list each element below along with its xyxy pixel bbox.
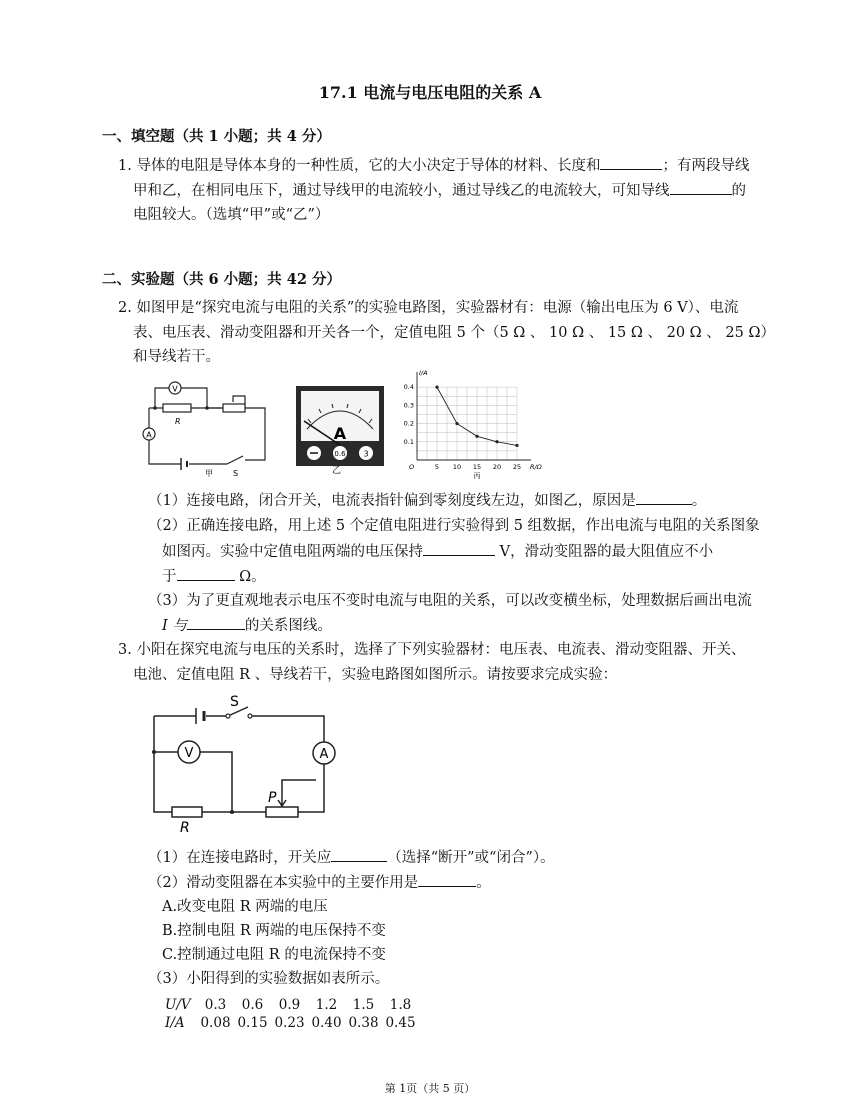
q1-line3: 电阻较大。（选填“甲”或“乙”） [133,207,330,223]
q3-line2: 电池、定值电阻 R 、导线若干，实验电路图如图所示。请按要求完成实验： [133,667,618,683]
table-cell: 0.45 [385,1015,416,1031]
q2-blank-3[interactable] [177,566,235,581]
q3-resistor-r [172,807,202,817]
q3-slider-label: P [268,790,277,806]
q3-ammeter-label: A [319,747,329,762]
origin-label: O [409,463,415,471]
q3-line1: 3. 小阳在探究电流与电压的关系时，选择了下列实验器材：电压表、电流表、滑动变阻器、开关、 [118,642,746,658]
chart-axes [417,372,531,460]
rheostat-symbol [223,404,245,412]
q3-option-b[interactable]: B.控制电阻 R 两端的电压保持不变 [162,923,386,939]
q3-data-table [165,996,419,1032]
current-resistance-graph [395,366,545,484]
q2-sub2-line3: 于 Ω。 [162,566,266,587]
y-tick-label: 0.3 [403,401,414,410]
ammeter-dial-yi [295,385,385,467]
x-tick-label: 5 [434,463,440,471]
q3-switch-label: S [230,694,239,710]
y-axis-label: I/A [419,369,428,377]
section-heading-fill-blank: 一、填空题（共 1 小题；共 4 分） [102,128,331,145]
svg-text:3: 3 [363,449,369,459]
data-point [455,422,458,425]
table-cell: 1.8 [389,997,412,1013]
data-point [435,386,438,389]
table-cell: 0.15 [237,1015,268,1031]
q3-rheostat [266,807,298,817]
y-tick-label: 0.4 [403,383,414,392]
table-row-header: I/A [165,1015,185,1031]
ammeter-label: A [146,430,152,440]
q2-line2: 表、电压表、滑动变阻器和开关各一个，定值电阻 5 个（5 Ω 、 10 Ω 、 15 Ω 、 20 Ω 、 25 Ω） [133,325,775,341]
q3-slider-arrow [278,790,286,806]
figure-label-bing: 丙 [473,472,481,480]
q1-blank-2[interactable] [670,180,732,195]
resistor-label: R [175,417,181,426]
q2-sub2-line1: （2）正确连接电路，用上述 5 个定值电阻进行实验得到 5 组数据，作出电流与电阻的关系图象 [148,518,760,534]
q3-sub3: （3）小阳得到的实验数据如表所示。 [148,971,390,987]
q3-voltmeter-label: V [184,746,194,761]
table-cell: 0.23 [274,1015,305,1031]
y-tick-label: 0.1 [403,437,414,446]
y-tick-label: 0.2 [403,419,414,428]
resistor-r-symbol [163,404,191,412]
table-row-header: U/V [165,997,191,1013]
circuit-diagram-jia [135,374,275,478]
q3-blank-1[interactable] [331,847,387,862]
chart-tick-labels [404,369,542,480]
q1-blank-1[interactable] [600,155,662,170]
x-axis-label: R/Ω [530,463,542,471]
x-tick-label: 25 [512,463,522,471]
q3-sub1: （1）在连接电路时，开关应 （选择“断开”或“闭合”）。 [148,847,555,868]
x-tick-label: 15 [472,463,482,471]
table-cell: 0.9 [278,997,301,1013]
q2-line1: 2. 如图甲是“探究电流与电阻的关系”的实验电路图，实验器材有：电源（输出电压为 6 V）、电流 [118,300,739,316]
table-cell: 0.6 [241,997,264,1013]
q3-option-c[interactable]: C.控制通过电阻 R 的电流保持不变 [162,947,386,963]
table-cell: 0.3 [204,997,227,1013]
page-title: 17.1 电流与电压电阻的关系 A [318,83,542,102]
table-cell: 0.40 [311,1015,342,1031]
q2-sub3-line1: （3）为了更直观地表示电压不变时电流与电阻的关系，可以改变横坐标，处理数据后画出电流 [148,593,752,609]
q2-line3: 和导线若干。 [133,349,220,365]
page-footer: 第 1页（共 5 页） [384,1082,476,1095]
table-cell: 0.38 [348,1015,379,1031]
q3-sub2: （2）滑动变阻器在本实验中的主要作用是 。 [148,872,491,893]
q3-option-a[interactable]: A.改变电阻 R 两端的电压 [162,899,328,915]
circuit-diagram-q3 [148,690,348,838]
table-cell: 1.2 [315,997,338,1013]
data-point [495,440,498,443]
section-heading-experiment: 二、实验题（共 6 小题；共 42 分） [102,271,341,288]
q3-blank-2[interactable] [418,872,476,887]
switch-label: S [233,469,239,478]
svg-text:0.6: 0.6 [334,450,346,458]
q3-resistor-label: R [180,820,190,836]
x-tick-label: 20 [492,463,502,471]
data-point [475,435,478,438]
q2-blank-1[interactable] [636,490,692,505]
table-cell: 0.08 [200,1015,231,1031]
figure-label-jia: 甲 [205,469,213,478]
q1-line1: 1. 导体的电阻是导体本身的一种性质，它的大小决定于导体的材料、长度和 ；有两段导线 [118,155,749,176]
q1-line2: 甲和乙，在相同电压下，通过导线甲的电流较小，通过导线乙的电流较大，可知导线 的 [133,180,746,201]
q2-sub1: （1）连接电路，闭合开关，电流表指针偏到零刻度线左边，如图乙，原因是 。 [148,490,706,511]
table-row [165,1014,419,1032]
table-row [165,996,419,1014]
table-cell: 1.5 [352,997,375,1013]
voltmeter-label: V [172,384,178,394]
q2-blank-4[interactable] [187,615,245,630]
x-tick-label: 10 [452,463,462,471]
chart-grid [417,387,517,460]
q2-sub2-line2: 如图丙。实验中定值电阻两端的电压保持 V，滑动变阻器的最大阻值应不小 [162,541,713,562]
data-point [515,444,518,447]
q2-blank-2[interactable] [423,541,495,556]
q2-sub3-line2: I 与 的关系图线。 [162,615,332,636]
figure-label-yi: 乙 [332,466,342,476]
ammeter-dial-letter: A [333,424,347,443]
